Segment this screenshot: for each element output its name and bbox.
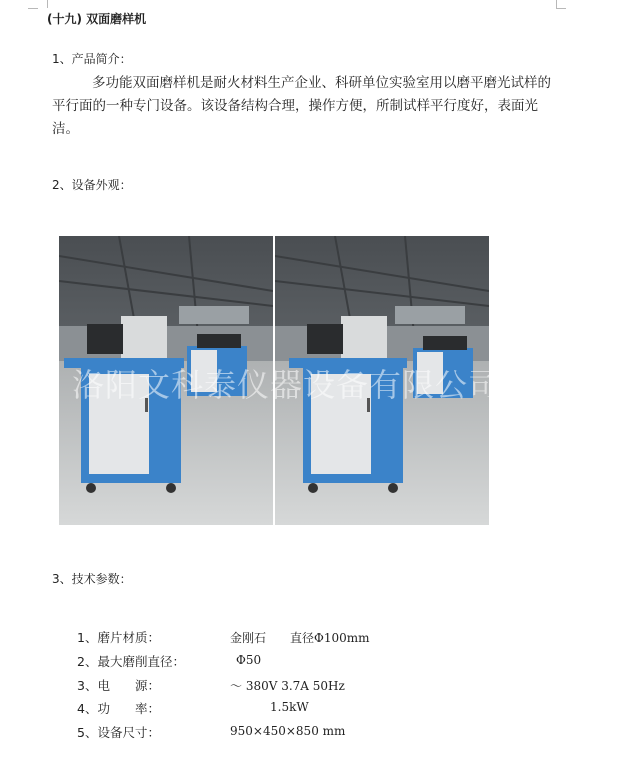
section-heading-specs: 3、技术参数：	[52, 572, 132, 586]
spec-label: 2、最大磨削直径：	[77, 654, 185, 669]
page-corner-mark-right-h	[556, 8, 566, 9]
spec-label: 4、功 率：	[77, 701, 160, 716]
intro-paragraph	[52, 72, 562, 141]
spec-value: 1.5kW	[270, 700, 309, 714]
spec-value: Φ50	[236, 653, 262, 667]
spec-value: ～ 380V 3.7A 50Hz	[230, 679, 345, 693]
page-corner-mark-right	[556, 0, 567, 8]
section-heading-intro: 1、产品简介：	[52, 52, 132, 66]
spec-label: 3、电 源：	[77, 678, 160, 693]
page-corner-mark-left-h	[28, 8, 38, 9]
spec-value: 950×450×850 mm	[230, 724, 346, 738]
page-corner-mark-left	[37, 0, 48, 8]
photo-watermark: 洛阳文科泰仪器设备有限公司	[72, 366, 502, 404]
intro-text: 多功能双面磨样机是耐火材料生产企业、科研单位实验室用以磨平磨光试样的平行面的一种专门设备。该设备结构合理，操作方便，所制试样平行度好，表面光洁。	[52, 75, 551, 137]
spec-label: 1、磨片材质：	[77, 630, 160, 645]
equipment-photos	[59, 236, 502, 525]
section-heading-appearance: 2、设备外观：	[52, 178, 132, 192]
spec-label: 5、设备尺寸：	[77, 725, 160, 740]
document-title: (十九) 双面磨样机	[47, 12, 147, 26]
spec-value: 金刚石 直径Φ100mm	[230, 631, 370, 645]
